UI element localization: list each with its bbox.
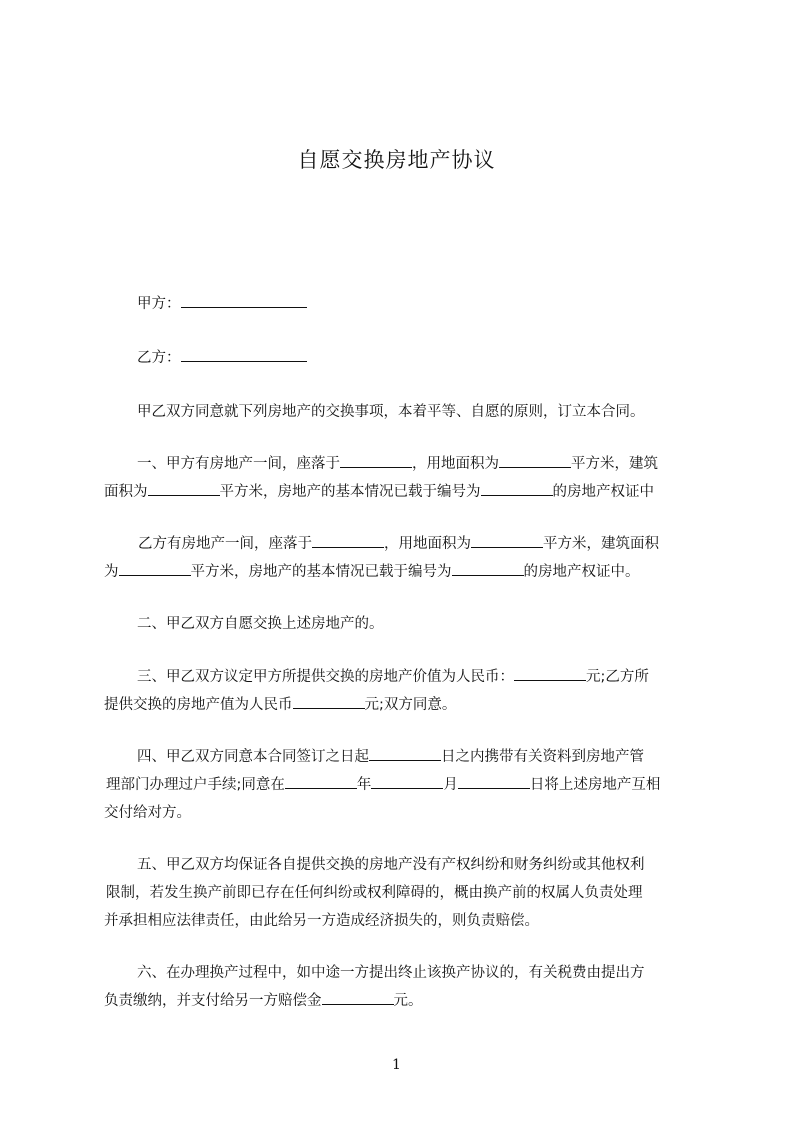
- clause1-text: 平方米，房地产的基本情况已载于编号为: [219, 484, 481, 500]
- blank-a-land-area[interactable]: [499, 453, 571, 468]
- party-b-label: 乙方：: [137, 350, 181, 366]
- intro-paragraph: 甲乙双方同意就下列房地产的交换事项，本着平等、自愿的原则，订立本合同。: [137, 404, 645, 420]
- clause3-text: 三、甲乙双方议定甲方所提供交换的房地产价值为人民币：: [137, 669, 514, 685]
- clause3-line1: [137, 665, 649, 686]
- clause6-text: 负责缴纳，并支付给另一方赔偿金: [104, 993, 322, 1009]
- clause5-line1: 五、甲乙双方均保证各自提供交换的房地产没有产权纠纷和财务纠纷或其他权利: [137, 857, 645, 873]
- clause1-text: 平方米，建筑: [571, 456, 658, 472]
- clause4-line1: [137, 745, 644, 766]
- blank-compensation[interactable]: [322, 990, 394, 1005]
- clause4-text: 日之内携带有关资料到房地产管: [441, 749, 644, 765]
- clause4-text: 月: [443, 777, 458, 793]
- blank-b-location[interactable]: [312, 533, 384, 548]
- clause6-text: 元。: [393, 993, 423, 1009]
- blank-a-certificate-no[interactable]: [481, 481, 553, 496]
- clause6-line1: 六、在办理换产过程中，如中途一方提出终止该换产协议的，有关税费由提出方: [137, 965, 645, 981]
- page-number: 1: [392, 1057, 401, 1073]
- clause1-text: 面积为: [104, 484, 148, 500]
- clause4-text: 理部门办理过户手续;同意在: [106, 777, 285, 793]
- blank-day[interactable]: [458, 774, 530, 789]
- document-title: 自愿交换房地产协议: [297, 148, 496, 172]
- party-b-line: [137, 346, 307, 367]
- clause3-text: 提供交换的房地产值为人民币: [104, 697, 293, 713]
- party-a-line: [137, 292, 307, 313]
- clause4-text: 日将上述房地产互相: [529, 777, 661, 793]
- clause1b-line2: [104, 560, 640, 581]
- clause2-paragraph: 二、甲乙双方自愿交换上述房地产的。: [137, 616, 384, 632]
- blank-year[interactable]: [285, 774, 357, 789]
- clause4-text: 四、甲乙双方同意本合同签订之日起: [137, 749, 369, 765]
- clause1b-text: 为: [104, 564, 119, 580]
- clause4-line2: [106, 773, 660, 794]
- party-a-blank[interactable]: [181, 293, 307, 308]
- clause6-line2: [104, 989, 423, 1010]
- blank-days[interactable]: [369, 746, 441, 761]
- clause3-text: 元;双方同意。: [364, 697, 457, 713]
- blank-a-value[interactable]: [514, 666, 586, 681]
- clause4-line3: 交付给对方。: [104, 805, 191, 821]
- clause1-line2: [104, 480, 654, 501]
- clause1-text: 一、甲方有房地产一间，座落于: [137, 456, 340, 472]
- clause1b-text: ，用地面积为: [384, 536, 471, 552]
- blank-b-land-area[interactable]: [471, 533, 543, 548]
- clause4-text: 年: [356, 777, 372, 793]
- blank-month[interactable]: [371, 774, 443, 789]
- clause5-line3: 并承担相应法律责任，由此给另一方造成经济损失的，则负责赔偿。: [104, 913, 539, 929]
- blank-b-certificate-no[interactable]: [452, 561, 524, 576]
- clause1-text: ，用地面积为: [412, 456, 499, 472]
- clause1-line1: [137, 452, 658, 473]
- clause3-line2: [104, 693, 456, 714]
- clause1-text: 的房地产权证中: [552, 484, 654, 500]
- blank-a-building-area[interactable]: [148, 481, 220, 496]
- clause1b-line1: [138, 532, 659, 553]
- clause3-text: 元;乙方所: [586, 669, 649, 685]
- clause5-line2: 限制，若发生换产前即已存在任何纠纷或权利障碍的，概由换产前的权属人负责处理: [106, 885, 643, 901]
- clause1b-text: 平方米，房地产的基本情况已载于编号为: [190, 564, 452, 580]
- blank-b-building-area[interactable]: [119, 561, 191, 576]
- party-a-label: 甲方：: [137, 296, 181, 312]
- party-b-blank[interactable]: [181, 347, 307, 362]
- clause1b-text: 乙方有房地产一间，座落于: [138, 536, 312, 552]
- clause1b-text: 平方米，建筑面积: [543, 536, 659, 552]
- blank-b-value[interactable]: [293, 694, 365, 709]
- blank-a-location[interactable]: [340, 453, 412, 468]
- clause1b-text: 的房地产权证中。: [523, 564, 640, 580]
